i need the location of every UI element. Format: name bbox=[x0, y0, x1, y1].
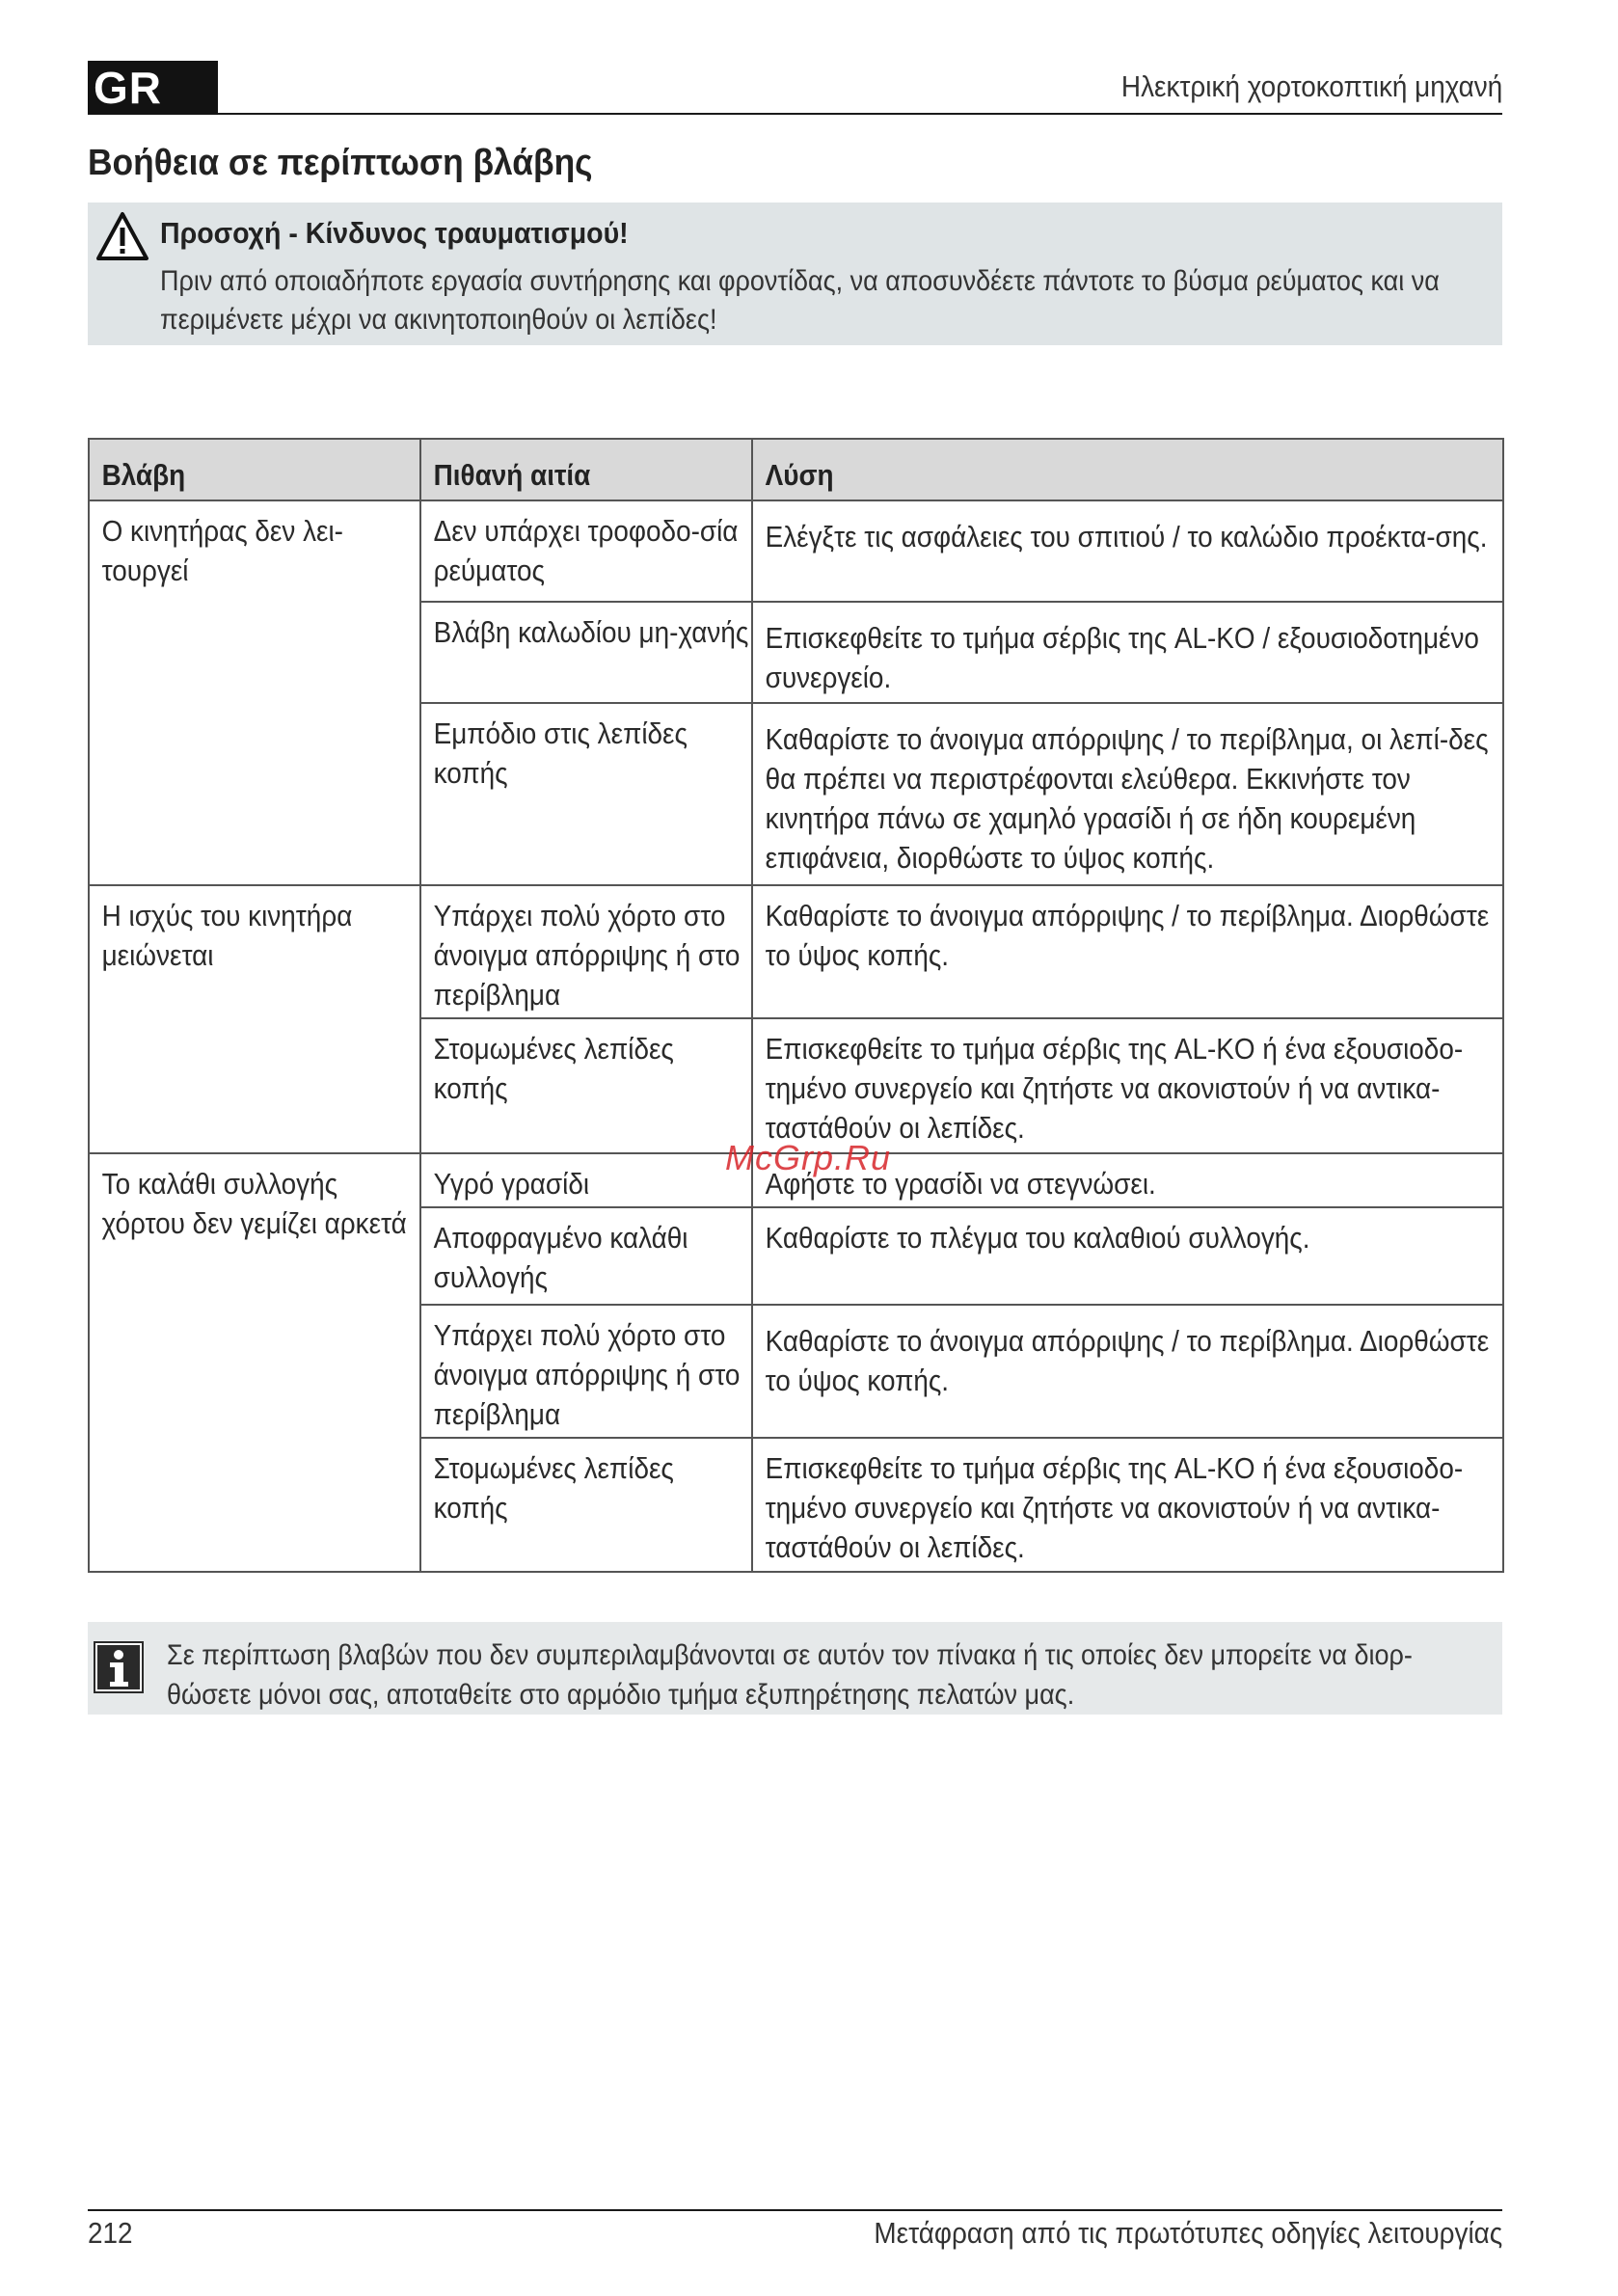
table-header-row bbox=[89, 439, 1503, 500]
section-title: Βοήθεια σε περίπτωση βλάβης bbox=[88, 143, 593, 183]
footer-divider bbox=[88, 2209, 1502, 2211]
document-title: Ηλεκτρική χορτοκοπτική μηχανή bbox=[1120, 69, 1502, 103]
fault-cell: Το καλάθι συλλογής χόρτου δεν γεμίζει αρκετά bbox=[89, 1153, 420, 1572]
info-box bbox=[88, 1622, 1502, 1715]
fault-cell: Ο κινητήρας δεν λει-τουργεί bbox=[89, 500, 420, 885]
warning-title: Προσοχή - Κίνδυνος τραυματισμού! bbox=[160, 216, 629, 250]
column-header-fault: Βλάβη bbox=[89, 439, 420, 500]
cause-cell: Υπάρχει πολύ χόρτο στο άνοιγμα απόρριψης ή στο περίβλημα bbox=[420, 885, 752, 1018]
solution-cell: Καθαρίστε το άνοιγμα απόρριψης / το περίβλημα. Διορθώστε το ύψος κοπής. bbox=[752, 885, 1503, 1018]
table-row bbox=[89, 885, 1503, 1018]
warning-text: Πριν από οποιαδήποτε εργασία συντήρησης και φροντίδας, να αποσυνδέετε πάντοτε το βύσμα ρεύματος και να περιμένετε μέχρι να ακινητοποιηθούν οι λεπίδες! bbox=[160, 265, 1440, 336]
cause-cell: Στομωμένες λεπίδες κοπής bbox=[420, 1438, 752, 1572]
warning-triangle-icon bbox=[95, 211, 149, 261]
troubleshooting-table bbox=[88, 438, 1502, 1573]
solution-cell: Ελέγξτε τις ασφάλειες του σπιτιού / το καλώδιο προέκτα-σης. bbox=[752, 500, 1503, 602]
solution-cell: Επισκεφθείτε το τμήμα σέρβις της AL-KO ή ένα εξουσιοδο-τημένο συνεργείο και ζητήστε να ακονιστούν ή να αντικα-ταστάθούν οι λεπίδες. bbox=[752, 1018, 1503, 1153]
table-row bbox=[89, 500, 1503, 602]
page-number: 212 bbox=[88, 2216, 133, 2250]
solution-cell: Επισκεφθείτε το τμήμα σέρβις της AL-KO / εξουσιοδοτημένο συνεργείο. bbox=[752, 602, 1503, 703]
header-divider bbox=[218, 113, 1502, 115]
warning-box bbox=[88, 203, 1502, 345]
column-header-solution: Λύση bbox=[752, 439, 1503, 500]
solution-cell: Επισκεφθείτε το τμήμα σέρβις της AL-KO ή ένα εξουσιοδο-τημένο συνεργείο και ζητήστε να ακονιστούν ή να αντικα-ταστάθούν οι λεπίδες. bbox=[752, 1438, 1503, 1572]
info-icon bbox=[94, 1641, 144, 1693]
solution-cell: Καθαρίστε το πλέγμα του καλαθιού συλλογής. bbox=[752, 1207, 1503, 1305]
info-text: Σε περίπτωση βλαβών που δεν συμπεριλαμβάνονται σε αυτόν τον πίνακα ή τις οποίες δεν μπορείτε να διορ-θώσετε μόνοι σας, αποταθείτε στο αρμόδιο τμήμα εξυπηρέτησης πελατών μας. bbox=[167, 1639, 1413, 1711]
language-badge: GR bbox=[88, 61, 218, 115]
fault-cell: Η ισχύς του κινητήρα μειώνεται bbox=[89, 885, 420, 1153]
cause-cell: Υγρό γρασίδι bbox=[420, 1153, 752, 1207]
solution-cell: Αφήστε το γρασίδι να στεγνώσει. bbox=[752, 1153, 1503, 1207]
cause-cell: Αποφραγμένο καλάθι συλλογής bbox=[420, 1207, 752, 1305]
column-header-cause: Πιθανή αιτία bbox=[420, 439, 752, 500]
watermark: McGrp.Ru bbox=[725, 1138, 892, 1177]
cause-cell: Δεν υπάρχει τροφοδο-σία ρεύματος bbox=[420, 500, 752, 602]
cause-cell: Βλάβη καλωδίου μη-χανής bbox=[420, 602, 752, 703]
cause-cell: Εμπόδιο στις λεπίδες κοπής bbox=[420, 703, 752, 885]
footer-text: Μετάφραση από τις πρωτότυπες οδηγίες λειτουργίας bbox=[874, 2216, 1502, 2250]
cause-cell: Στομωμένες λεπίδες κοπής bbox=[420, 1018, 752, 1153]
cause-cell: Υπάρχει πολύ χόρτο στο άνοιγμα απόρριψης ή στο περίβλημα bbox=[420, 1305, 752, 1438]
solution-cell: Καθαρίστε το άνοιγμα απόρριψης / το περίβλημα, οι λεπί-δες θα πρέπει να περιστρέφονται ελεύθερα. Εκκινήστε τον κινητήρα πάνω σε χαμηλό γρασίδι ή σε ήδη κουρεμένη επιφάνεια, διορθώστε το ύψος κοπής. bbox=[752, 703, 1503, 885]
solution-cell: Καθαρίστε το άνοιγμα απόρριψης / το περίβλημα. Διορθώστε το ύψος κοπής. bbox=[752, 1305, 1503, 1438]
